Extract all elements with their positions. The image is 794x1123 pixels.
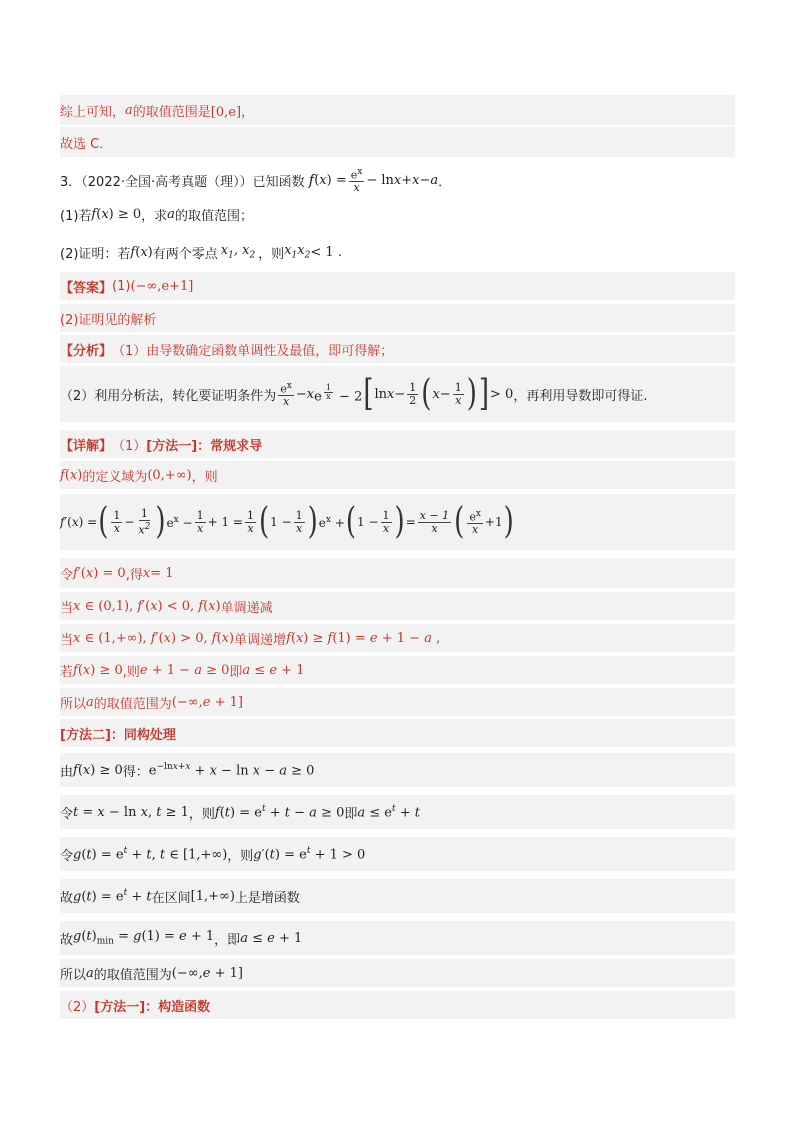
analysis-line-1 <box>60 335 735 363</box>
paren: ) <box>155 501 166 543</box>
answer-line <box>60 272 735 300</box>
fraction: $\frac{1}{x}$ <box>246 508 254 535</box>
part-2-line <box>60 991 735 1019</box>
text: (1) <box>112 278 131 294</box>
text: ，则 <box>227 848 254 864</box>
fraction: $\frac{1}{x^2}$ <box>138 506 151 537</box>
text: 单调递减 <box>220 600 273 616</box>
math: x <box>69 467 78 483</box>
answer-line-2 <box>60 304 735 332</box>
text: ，即 <box>214 932 241 948</box>
method-2-step-3 <box>60 837 735 871</box>
math: = <box>405 515 416 529</box>
text: 即 <box>229 664 243 680</box>
math: $e^x$ − <box>166 514 193 530</box>
math: x <box>393 172 402 188</box>
text: （1）由导数确定函数单调性及最值，即可得解； <box>112 343 394 359</box>
math: $a \le e^t + t$ <box>357 803 421 821</box>
fraction: $\frac{1}{x}$ <box>382 508 390 535</box>
math: − <box>295 386 307 402</box>
text: ,得 <box>125 567 143 583</box>
paren: ( <box>258 501 270 543</box>
math: − ln <box>366 172 394 188</box>
paren: ( <box>98 501 109 543</box>
math: > 0 <box>490 386 514 402</box>
math: a <box>430 172 439 188</box>
text: 故 <box>60 932 74 948</box>
text: (2)证明见的解析 <box>60 312 157 328</box>
text: 所以 <box>60 967 87 983</box>
math: $x_1x_2$ <box>284 243 311 261</box>
fraction: $\frac{1}{x}$ <box>113 508 121 535</box>
paren: ) <box>466 373 477 415</box>
text: ，求 <box>141 208 168 224</box>
increasing-line <box>60 624 735 652</box>
math: ( <box>96 206 102 222</box>
critical-point-line <box>60 558 735 588</box>
math: x <box>85 565 94 581</box>
math: x <box>142 565 151 581</box>
text: 由 <box>60 764 74 780</box>
math: ) = <box>326 172 347 188</box>
method-1-title: [方法一]：常规求导 <box>146 438 263 454</box>
math: f <box>60 467 65 483</box>
method-2-step-2 <box>60 795 735 829</box>
math: < 1 . <box>310 244 342 260</box>
math: (0,+∞) <box>147 467 192 483</box>
fraction: $\frac{1}{x}$ <box>454 380 462 407</box>
question-3 <box>60 163 735 197</box>
text: ，则 <box>258 246 285 262</box>
math: ( <box>67 515 72 529</box>
text: ,则 <box>122 664 140 680</box>
text: 的取值范围为 <box>93 967 172 983</box>
math: x ∈ (0,1), f′(x) < 0, f(x) <box>73 598 221 614</box>
fraction: $\frac{1}{x}$ <box>196 508 204 535</box>
math-f: f <box>308 171 315 189</box>
text: 令 <box>60 567 74 583</box>
math: $g(t) = e^t + t$ <box>73 887 152 905</box>
math: t = x − ln x, t ≥ 1 <box>73 804 189 820</box>
text: 即 <box>344 806 358 822</box>
text: 的取值范围； <box>174 208 253 224</box>
method-2-step-4 <box>60 879 735 913</box>
text: （1） <box>112 438 147 454</box>
part-2-method-title: [方法一]：构造函数 <box>94 999 211 1015</box>
math-range: [0,e]， <box>210 104 255 120</box>
decreasing-line <box>60 592 735 620</box>
math: ) ≥ 0 <box>108 206 142 222</box>
derivative-line <box>60 494 735 550</box>
text: ，则 <box>191 469 218 485</box>
text: 单调递增 <box>234 632 287 648</box>
math: a <box>86 694 94 710</box>
math: a <box>86 965 94 981</box>
math: = 1 <box>150 565 174 581</box>
math: ) <box>77 467 83 483</box>
detail-tag: 【详解】 <box>60 438 113 454</box>
analysis-tag: 【分析】 <box>60 343 113 359</box>
fraction: $\frac{x - 1}{x}$ <box>419 508 450 535</box>
math: x <box>412 172 420 188</box>
text: 令 <box>60 806 74 822</box>
text: 得： <box>122 764 149 780</box>
math: a ≤ e + 1 <box>242 662 305 678</box>
bracket: [ <box>363 373 374 415</box>
math: f(x) ≥ 0 <box>73 662 123 678</box>
math: e $^{\frac{1}{x}}$ − 2 <box>314 382 363 405</box>
math-range: (−∞,e+1] <box>130 278 194 294</box>
text: ，则 <box>188 806 215 822</box>
math: $x_1$, $x_2$ <box>220 243 256 261</box>
text: 上是增函数 <box>234 890 300 906</box>
text: 故选 C． <box>60 136 113 152</box>
fraction: $\frac{e^x}{x}$ <box>469 508 481 537</box>
analysis-line-2 <box>60 366 735 422</box>
math: − <box>439 386 451 402</box>
math: x ∈ (1,+∞), f′(x) > 0, f(x) <box>73 630 235 646</box>
math: + 1 = <box>207 515 243 529</box>
math: ( <box>80 565 86 581</box>
condition-line <box>60 656 735 684</box>
text: 所以 <box>60 696 87 712</box>
math: 1 − <box>357 515 379 529</box>
paren: ) <box>307 501 318 543</box>
text: （2）利用分析法，转化要证明条件为 <box>60 388 277 404</box>
question-3-part-2 <box>60 238 735 266</box>
math: $g'(t) = e^t + 1 > 0$ <box>253 845 366 863</box>
text: 的取值范围为 <box>93 696 172 712</box>
math: x <box>140 244 148 260</box>
math: x <box>319 172 327 188</box>
math: $g(t) = e^t + t$, t ∈ [1,+∞) <box>73 845 228 863</box>
math: $g(t)_{min} = g(1) = e + 1$ <box>73 929 215 947</box>
text: 的定义域为 <box>82 469 148 485</box>
text: （2） <box>60 999 95 1015</box>
range-line-2 <box>60 959 735 987</box>
paren: ( <box>345 501 357 543</box>
math: $e^{-lnx+x} + x - \ln x - a \ge 0$ <box>148 761 315 779</box>
math: f <box>91 206 97 222</box>
text: ，再利用导数即可得证. <box>513 388 648 404</box>
method-2-title-line <box>60 719 735 747</box>
math: ) = <box>78 515 98 529</box>
text: ． <box>438 174 452 190</box>
detail-line <box>60 430 735 458</box>
method-2-title: [方法二]：同构处理 <box>60 727 176 743</box>
text: 在区间 <box>151 890 191 906</box>
answer-tag: 【答案】 <box>60 280 113 296</box>
conclusion-line <box>60 95 735 125</box>
math: $f(t) = e^t + t - a \ge 0$ <box>214 803 345 821</box>
paren: ( <box>454 501 465 543</box>
bracket: ] <box>478 373 490 415</box>
math: a <box>167 206 175 222</box>
math: (−∞,e + 1] <box>171 694 243 710</box>
domain-line <box>60 461 735 489</box>
math: $e^x$ + <box>318 514 345 530</box>
math: +1 <box>484 515 503 529</box>
math: − <box>124 515 135 529</box>
math: 1 − <box>270 515 292 529</box>
math: ( <box>64 467 70 483</box>
text: (1)若 <box>60 208 92 224</box>
math: [1,+∞) <box>190 888 235 904</box>
math: − <box>419 172 431 188</box>
paren: ) <box>394 501 405 543</box>
math: (−∞,e + 1] <box>171 965 243 981</box>
method-2-step-1 <box>60 753 735 787</box>
math: − <box>394 386 406 402</box>
text: 令 <box>60 848 74 864</box>
fraction: $\frac{1}{2}$ <box>409 380 417 407</box>
math: x <box>387 386 395 402</box>
math: ln <box>374 386 388 402</box>
math: x <box>432 386 440 402</box>
math: ( <box>135 244 141 260</box>
math: a ≤ e + 1 <box>240 930 303 946</box>
fraction: $\frac{e^x}{x}$ <box>350 166 363 195</box>
question-3-part-1 <box>60 200 735 228</box>
math-a: a <box>125 102 133 118</box>
math: e + 1 − a ≥ 0 <box>139 662 230 678</box>
math: f′ <box>73 565 81 581</box>
question-prefix: 3．（2022·全国·高考真题（理））已知函数 <box>60 174 305 190</box>
fraction: $\frac{1}{x}$ <box>295 508 303 535</box>
math: ) <box>147 244 153 260</box>
text: 当 <box>60 632 74 648</box>
math: ) = 0 <box>93 565 126 581</box>
text: 综上可知， <box>60 104 126 120</box>
paren: ( <box>421 373 432 415</box>
math: x <box>306 386 315 402</box>
text: (2)证明：若 <box>60 246 131 262</box>
math: f(x) ≥ 0 <box>73 762 123 778</box>
math: f(x) ≥ f(1) = e + 1 − a , <box>286 630 441 646</box>
math: + <box>401 172 413 188</box>
math: ( <box>314 172 320 188</box>
math: f <box>130 244 136 260</box>
text: 当 <box>60 600 74 616</box>
method-2-step-5 <box>60 921 735 955</box>
text: 有两个零点 <box>152 246 218 262</box>
math: f′ <box>60 515 68 529</box>
text: 的取值范围是 <box>132 104 211 120</box>
math: x <box>101 206 109 222</box>
fraction: $\frac{e^x}{x}$ <box>280 380 292 409</box>
math: x <box>71 515 79 529</box>
choice-line <box>60 127 735 157</box>
text: 若 <box>60 664 74 680</box>
range-line-1 <box>60 688 735 716</box>
paren: ) <box>503 501 514 543</box>
text: 故 <box>60 890 74 906</box>
